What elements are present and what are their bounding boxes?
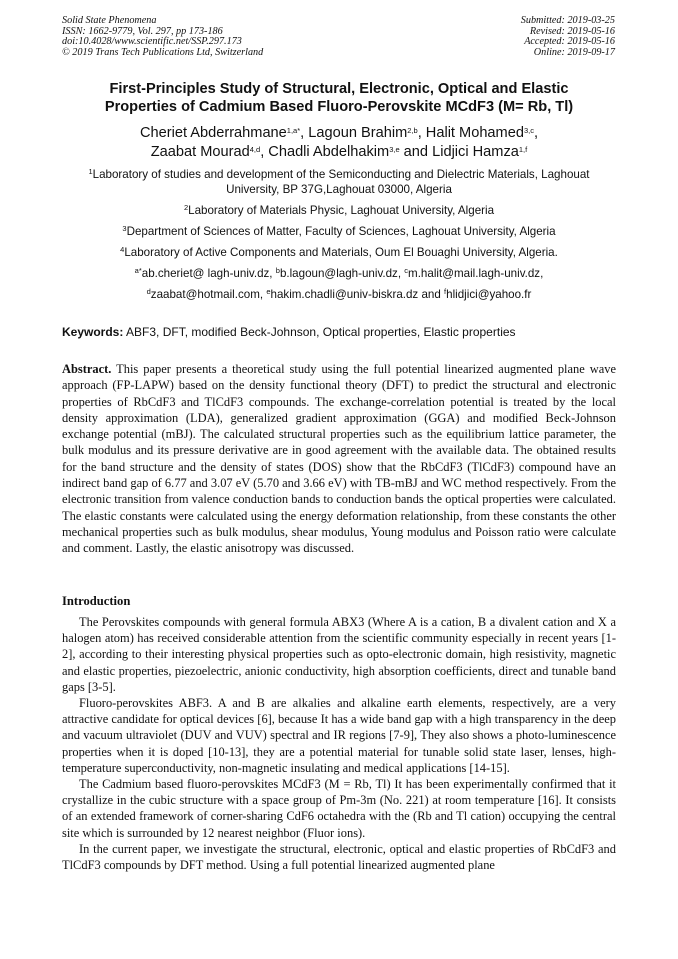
- email-text: ab.cheriet@ lagh-univ.dz,: [141, 267, 276, 280]
- intro-paragraph: In the current paper, we investigate the structural, electronic, optical and elastic properties of RbCdF3 and TlCdF3 compounds by DFT method. Using a full potential linearized augmented plane: [62, 841, 616, 873]
- accepted-date: Accepted: 2019-05-16: [524, 36, 615, 48]
- affiliation-item: [62, 203, 616, 218]
- affiliation-text: Laboratory of Active Components and Materials, Oum El Bouaghi University, Algeria.: [124, 246, 558, 259]
- journal-name: Solid State Phenomena: [62, 15, 157, 26]
- email-text: m.halit@mail.lagh-univ.dz,: [408, 267, 544, 280]
- author-name: Lidjici Hamza: [432, 144, 519, 160]
- email-sup: c: [404, 266, 409, 275]
- email-text: zaabat@hotmail.com,: [150, 288, 267, 301]
- author-list: [62, 124, 616, 162]
- intro-paragraph: The Cadmium based fluoro-perovskites MCdF3 (M = Rb, Tl) It has been experimentally confirmed that it crystallize in the cubic structure with a space group of Pm-3m (No. 221) at room temperature [16]. It consists of an extended framework of corner-sharing CdF6 octahedra with the (Rb and Tl cation) occupying the central site which is surrounded by 12 nearest neighbor (Fluor ions).: [62, 777, 616, 840]
- author-line-2: [62, 143, 616, 162]
- author-sup: 4,d: [249, 145, 261, 154]
- abstract-paragraph: [62, 361, 616, 557]
- author-separator: ,: [260, 144, 269, 160]
- email-sup: a*: [134, 266, 142, 275]
- email-text: hlidjici@yahoo.fr: [446, 288, 532, 301]
- publication-dates: [521, 16, 615, 58]
- author-name: Chadli Abdelhakim: [268, 144, 390, 160]
- affiliation-sup: 2: [183, 203, 189, 212]
- keywords-label: Keywords:: [62, 325, 124, 339]
- author-name: Halit Mohamed: [425, 125, 524, 141]
- affiliation-text: Laboratory of Materials Physic, Laghouat University, Algeria: [188, 204, 495, 217]
- affiliation-sup: 3: [122, 224, 127, 233]
- introduction-body: [62, 614, 616, 873]
- affiliation-text: Department of Sciences of Matter, Faculty of Sciences, Laghouat University, Algeria: [126, 225, 556, 238]
- affiliation-sup: 1: [88, 167, 93, 176]
- paper-title: [62, 80, 616, 116]
- author-line-1: [62, 124, 616, 143]
- email-sup: d: [146, 287, 151, 296]
- title-line-1: First-Principles Study of Structural, Electronic, Optical and Elastic: [109, 81, 569, 97]
- author-separator: ,: [300, 125, 309, 141]
- affiliations: [62, 167, 616, 308]
- affiliation-sup: 4: [120, 245, 125, 254]
- author-separator: and: [399, 144, 433, 160]
- affiliation-text: Laboratory of studies and development of the Semiconducting and Dielectric Materials, Laghouat University, BP 37G,Laghouat 03000, Algeria: [92, 168, 590, 196]
- email-text: b.lagoun@lagh-univ.dz,: [279, 267, 405, 280]
- online-date: Online: 2019-09-17: [533, 46, 615, 58]
- email-line-1: [62, 266, 616, 281]
- author-sup: 2,b: [407, 126, 418, 135]
- copyright-line: © 2019 Trans Tech Publications Ltd, Switzerland: [62, 46, 264, 58]
- submitted-date: Submitted: 2019-03-25: [520, 15, 615, 26]
- intro-paragraph: The Perovskites compounds with general formula ABX3 (Where A is a cation, B a divalent cation and X a halogen atom) has received considerable attention from the scientific community especially in recent years [1-2], according to their interesting physical properties such as opto-electronic domain, high resistivity, magnetic and elastic properties, piezoelectric, anionic conductivity, high absorption coefficients, direct and tunable band gaps [3-5].: [62, 615, 616, 694]
- email-sup: e: [266, 287, 271, 296]
- keywords-line: [62, 325, 616, 340]
- title-line-2: Properties of Cadmium Based Fluoro-Perovskite MCdF3 (M= Rb, Tl): [104, 99, 574, 115]
- email-sup: f: [444, 287, 447, 296]
- email-line-2: [62, 287, 616, 302]
- intro-paragraph: Fluoro-perovskites ABF3. A and B are alkalies and alkaline earth elements, respectively, are a very attractive candidate for optical devices [6], because It has a wide band gap with a high transparency in the deep and vacuum ultraviolet (DUV and VUV) spectral and IR regions [7-9], They also shows a photo-luminescence properties when it is doped [10-13], they are a potential material for tunable solid state laser, lenses, high-temperature superconductivity, non-magnetic insulating and medical applications [14-15].: [62, 696, 616, 775]
- author-name: Lagoun Brahim: [308, 125, 408, 141]
- journal-info: [62, 16, 263, 58]
- abstract-label: Abstract.: [62, 362, 112, 376]
- section-heading-introduction: Introduction: [62, 594, 131, 608]
- affiliation-item: [62, 167, 616, 197]
- keywords-text: ABF3, DFT, modified Beck-Johnson, Optical properties, Elastic properties: [123, 325, 516, 339]
- author-name: Zaabat Mourad: [150, 144, 250, 160]
- author-separator: ,: [417, 125, 426, 141]
- affiliation-item: [62, 245, 616, 260]
- revised-date: Revised: 2019-05-16: [529, 25, 615, 37]
- author-separator: ,: [533, 125, 539, 141]
- author-name: Cheriet Abderrahmane: [139, 125, 287, 141]
- author-sup: 1,a*: [286, 126, 301, 135]
- author-sup: 3,e: [389, 145, 400, 154]
- author-sup: 1,f: [518, 145, 528, 154]
- affiliation-item: [62, 224, 616, 239]
- abstract-text: This paper presents a theoretical study using the full potential linearized augmented plane wave approach (FP-LAPW) based on the density functional theory (DFT) to predict the structural and electronic properties of RbCdF3 and TlCdF3 compounds. The exchange-correlation potential is treated by the local density approximation (LDA), generalized gradient approximation (GGA) and modified Beck-Johnson exchange potential (mBJ). The calculated structural properties such as the equilibrium lattice parameter, the bulk modulus and its pressure derivative are in good agreement with the available data. The obtained results for the band structure and the density of states (DOS) show that the RbCdF3 (TlCdF3) compound have an indirect band gap of 6.77 and 3.07 eV (5.70 and 3.66 eV) with TB-mBJ and WC method respectively. From the electronic transition from valence conduction bands to conduction bands the optical properties were calculated. The elastic constants were calculated using the energy deformation relationship, from these constants the other mechanical properties such as bulk modulus, shear modulus, Young modulus and Poisson ratio were calculate and comment. Lastly, the elastic anisotropy was discussed.: [62, 362, 616, 556]
- email-text: hakim.chadli@univ-biskra.dz and: [270, 288, 445, 301]
- doi-line: doi:10.4028/www.scientific.net/SSP.297.173: [62, 36, 242, 48]
- issn-line: ISSN: 1662-9779, Vol. 297, pp 173-186: [62, 25, 223, 37]
- email-sup: b: [275, 266, 280, 275]
- author-sup: 3,c: [523, 126, 534, 135]
